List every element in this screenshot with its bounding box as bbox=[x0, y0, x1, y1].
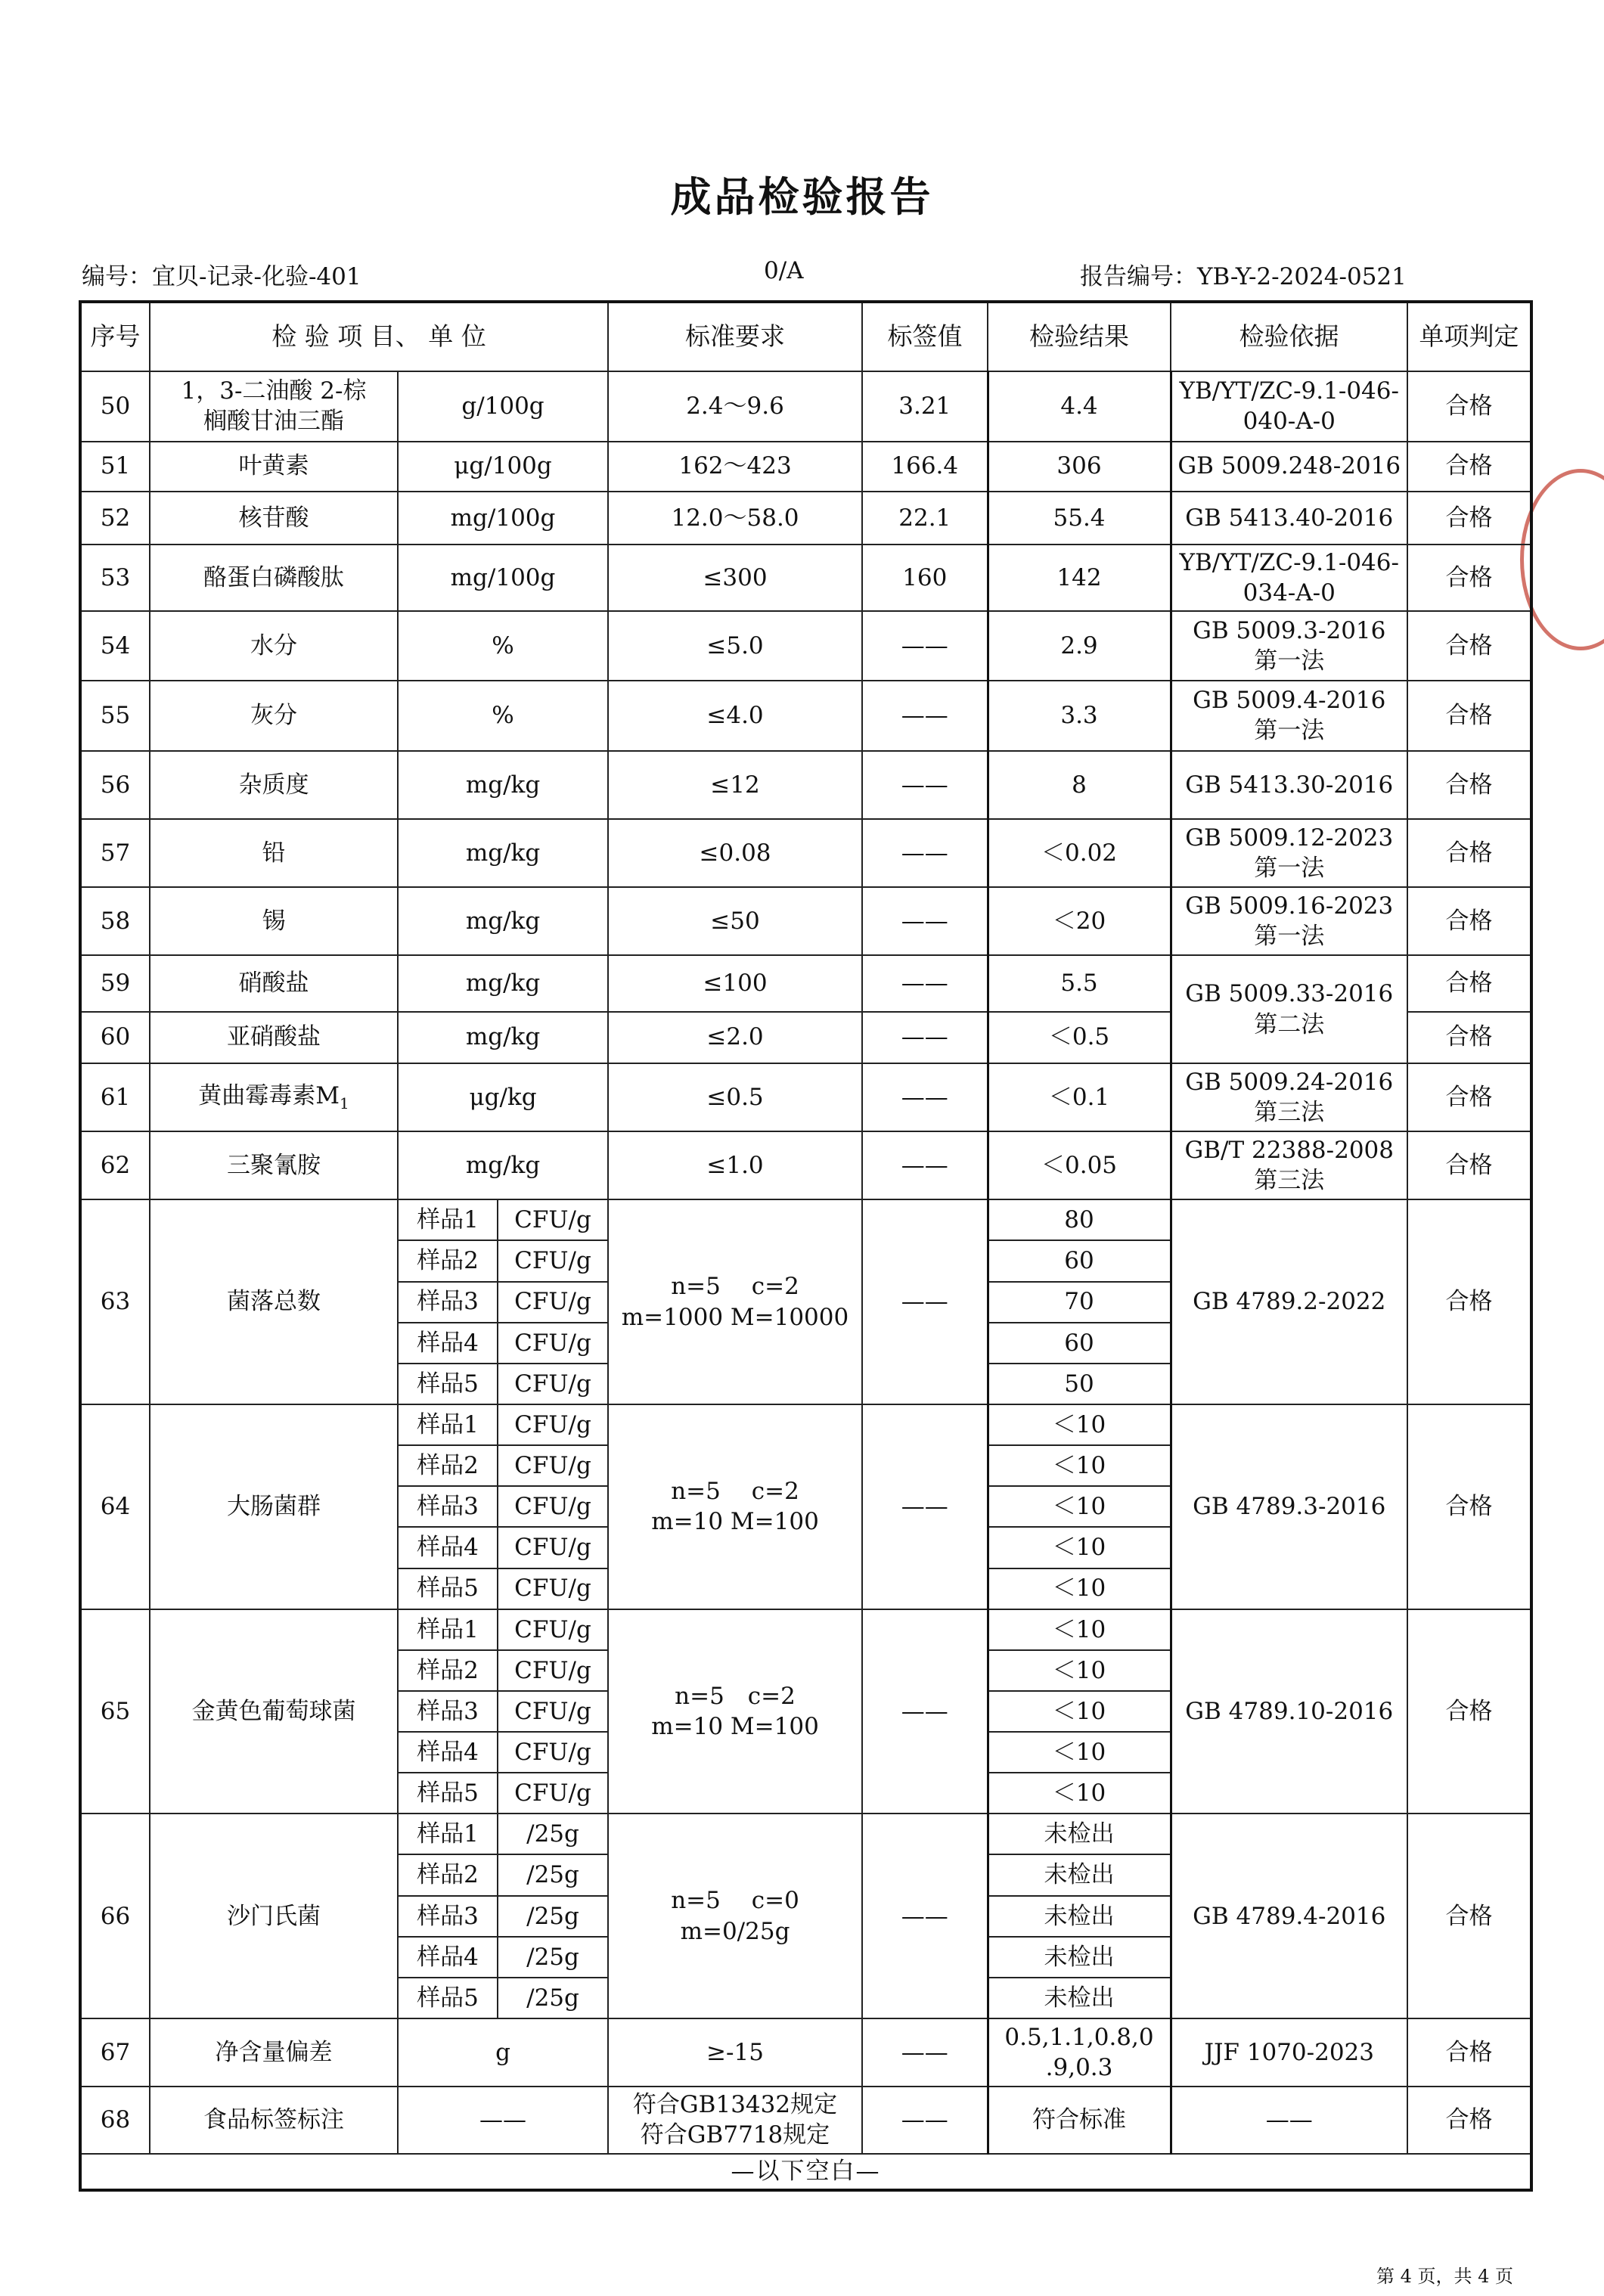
sample-unit: CFU/g bbox=[498, 1486, 608, 1527]
standard-value bbox=[608, 1609, 862, 1814]
item-name: 亚硝酸盐 bbox=[150, 1012, 398, 1063]
test-basis-line: GB/T 22388-2008 bbox=[1184, 1136, 1395, 1164]
report-number-value: YB-Y-2-2024-0521 bbox=[1197, 263, 1407, 290]
verdict: 合格 bbox=[1407, 442, 1531, 492]
result-value: ＜0.5 bbox=[988, 1012, 1171, 1063]
standard-value bbox=[608, 1199, 862, 1404]
label-value: —— bbox=[862, 887, 988, 955]
result-value: ＜0.02 bbox=[988, 819, 1171, 887]
item-name bbox=[150, 545, 398, 611]
label-value: —— bbox=[862, 955, 988, 1011]
row-number: 60 bbox=[80, 1012, 150, 1063]
item-unit: mg/kg bbox=[398, 751, 608, 819]
col-header-standard: 标准要求 bbox=[608, 302, 862, 371]
report-number bbox=[1080, 257, 1407, 291]
table-row bbox=[80, 442, 1531, 492]
sample-name: 样品1 bbox=[398, 1199, 498, 1240]
sample-unit: CFU/g bbox=[498, 1691, 608, 1732]
verdict: 合格 bbox=[1407, 1609, 1531, 1814]
item-name: 大肠菌群 bbox=[150, 1404, 398, 1609]
standard-value: ≤50 bbox=[608, 887, 862, 955]
table-body bbox=[80, 302, 1531, 2190]
result-value: ＜10 bbox=[988, 1609, 1171, 1650]
item-name: 菌落总数 bbox=[150, 1199, 398, 1404]
label-value: —— bbox=[862, 2018, 988, 2087]
test-basis bbox=[1171, 611, 1407, 681]
result-value: ＜10 bbox=[988, 1568, 1171, 1609]
item-unit: mg/100g bbox=[398, 492, 608, 545]
item-unit: mg/kg bbox=[398, 1012, 608, 1063]
standard-value-line: m=0/25g bbox=[680, 1917, 790, 1945]
test-basis-line: GB 5009.248-2016 bbox=[1177, 452, 1401, 480]
test-basis bbox=[1171, 492, 1407, 545]
row-number: 53 bbox=[80, 545, 150, 611]
sample-unit: CFU/g bbox=[498, 1404, 608, 1445]
item-name bbox=[150, 371, 398, 441]
result-value: 60 bbox=[988, 1323, 1171, 1364]
standard-value bbox=[608, 2087, 862, 2153]
result-value: 80 bbox=[988, 1199, 1171, 1240]
row-number: 58 bbox=[80, 887, 150, 955]
result-value: 未检出 bbox=[988, 1814, 1171, 1854]
report-title: 成品检验报告 bbox=[670, 172, 934, 221]
test-basis-line: 第一法 bbox=[1254, 854, 1325, 882]
item-name-line: 灰分 bbox=[250, 702, 297, 730]
result-value: 3.3 bbox=[988, 681, 1171, 750]
result-value: ＜20 bbox=[988, 887, 1171, 955]
verdict: 合格 bbox=[1407, 2087, 1531, 2153]
label-value: 3.21 bbox=[862, 371, 988, 441]
item-unit: mg/kg bbox=[398, 955, 608, 1011]
verdict: 合格 bbox=[1407, 887, 1531, 955]
sample-unit: CFU/g bbox=[498, 1650, 608, 1691]
row-number: 56 bbox=[80, 751, 150, 819]
result-value: 2.9 bbox=[988, 611, 1171, 681]
sample-unit: CFU/g bbox=[498, 1527, 608, 1568]
standard-value-line: 符合GB7718规定 bbox=[640, 2121, 830, 2149]
test-basis-line: 第三法 bbox=[1254, 1167, 1325, 1195]
verdict: 合格 bbox=[1407, 545, 1531, 611]
test-basis-line: GB 5009.12-2023 bbox=[1185, 824, 1394, 852]
item-name bbox=[150, 611, 398, 681]
sample-name: 样品4 bbox=[398, 1323, 498, 1364]
blank-note: —以下空白— bbox=[80, 2154, 1531, 2190]
sample-name: 样品1 bbox=[398, 1814, 498, 1854]
item-name: 食品标签标注 bbox=[150, 2087, 398, 2153]
result-value: ＜10 bbox=[988, 1445, 1171, 1486]
table-row bbox=[80, 1131, 1531, 1199]
result-value: 306 bbox=[988, 442, 1171, 492]
sample-name: 样品4 bbox=[398, 1732, 498, 1773]
item-name: 硝酸盐 bbox=[150, 955, 398, 1011]
test-basis bbox=[1171, 1063, 1407, 1131]
report-number-label: 报告编号： bbox=[1080, 263, 1197, 290]
sample-unit: CFU/g bbox=[498, 1240, 608, 1281]
result-value: 8 bbox=[988, 751, 1171, 819]
test-basis bbox=[1171, 819, 1407, 887]
col-header-result: 检验结果 bbox=[988, 302, 1171, 371]
inspection-table bbox=[79, 300, 1533, 2192]
row-number: 63 bbox=[80, 1199, 150, 1404]
sample-name: 样品1 bbox=[398, 1609, 498, 1650]
item-name bbox=[150, 442, 398, 492]
sample-unit: CFU/g bbox=[498, 1732, 608, 1773]
standard-value: ≤12 bbox=[608, 751, 862, 819]
result-value: 50 bbox=[988, 1364, 1171, 1404]
test-basis-line: GB 5009.3-2016 bbox=[1193, 616, 1386, 644]
sample-row bbox=[80, 1404, 1531, 1445]
result-value: ＜10 bbox=[988, 1404, 1171, 1445]
standard-value-line: n=5 c=2 bbox=[675, 1682, 796, 1710]
result-value: 符合标准 bbox=[988, 2087, 1171, 2153]
item-name-line: 水分 bbox=[250, 632, 297, 660]
test-basis: GB 4789.2-2022 bbox=[1171, 1199, 1407, 1404]
standard-value: ≤1.0 bbox=[608, 1131, 862, 1199]
table-row bbox=[80, 371, 1531, 441]
result-value: 70 bbox=[988, 1282, 1171, 1323]
standard-value: ≤100 bbox=[608, 955, 862, 1011]
table-row bbox=[80, 819, 1531, 887]
table-row bbox=[80, 2018, 1531, 2087]
sample-unit: /25g bbox=[498, 1978, 608, 2018]
version: 0/A bbox=[764, 257, 804, 284]
result-value bbox=[988, 2018, 1171, 2087]
result-value: ＜10 bbox=[988, 1650, 1171, 1691]
row-number: 59 bbox=[80, 955, 150, 1011]
sample-name: 样品3 bbox=[398, 1896, 498, 1937]
standard-value-line: m=1000 M=10000 bbox=[621, 1303, 849, 1331]
table-row bbox=[80, 887, 1531, 955]
footer-row bbox=[80, 2154, 1531, 2190]
result-value: 4.4 bbox=[988, 371, 1171, 441]
test-basis bbox=[1171, 887, 1407, 955]
standard-value: ≤2.0 bbox=[608, 1012, 862, 1063]
verdict: 合格 bbox=[1407, 1131, 1531, 1199]
row-number: 66 bbox=[80, 1814, 150, 2018]
standard-value-line: m=10 M=100 bbox=[651, 1508, 819, 1536]
test-basis-line: 第一法 bbox=[1254, 647, 1325, 675]
col-header-item-unit: 检 验 项 目、 单 位 bbox=[150, 302, 608, 371]
standard-value: 12.0～58.0 bbox=[608, 492, 862, 545]
label-value: —— bbox=[862, 681, 988, 750]
row-number: 65 bbox=[80, 1609, 150, 1814]
result-value-line: 0.5,1.1,0.8,0 bbox=[1004, 2023, 1154, 2051]
result-value: 未检出 bbox=[988, 1854, 1171, 1895]
test-basis-line: 第三法 bbox=[1254, 1098, 1325, 1126]
item-name-line: 杂质度 bbox=[238, 771, 309, 799]
sample-unit: /25g bbox=[498, 1854, 608, 1895]
table-row bbox=[80, 955, 1531, 1011]
item-unit: mg/kg bbox=[398, 887, 608, 955]
test-basis bbox=[1171, 1131, 1407, 1199]
sample-name: 样品2 bbox=[398, 1854, 498, 1895]
item-unit: % bbox=[398, 681, 608, 750]
standard-value bbox=[608, 1814, 862, 2018]
label-value: 22.1 bbox=[862, 492, 988, 545]
col-header-verdict: 单项判定 bbox=[1407, 302, 1531, 371]
sample-unit: CFU/g bbox=[498, 1773, 608, 1814]
result-value: ＜10 bbox=[988, 1732, 1171, 1773]
result-value: 60 bbox=[988, 1240, 1171, 1281]
item-name: 金黄色葡萄球菌 bbox=[150, 1609, 398, 1814]
test-basis-line: 第一法 bbox=[1254, 717, 1325, 745]
item-unit: —— bbox=[398, 2087, 608, 2153]
row-number: 68 bbox=[80, 2087, 150, 2153]
verdict: 合格 bbox=[1407, 819, 1531, 887]
verdict: 合格 bbox=[1407, 1814, 1531, 2018]
standard-value bbox=[608, 1404, 862, 1609]
test-basis: GB 4789.4-2016 bbox=[1171, 1814, 1407, 2018]
header-row bbox=[80, 302, 1531, 371]
item-name-line: 酪蛋白磷酸肽 bbox=[203, 563, 344, 591]
standard-value-line: 符合GB13432规定 bbox=[632, 2091, 838, 2119]
table-row bbox=[80, 1063, 1531, 1131]
item-name-text: 三聚氰胺 bbox=[227, 1151, 321, 1179]
label-value: —— bbox=[862, 751, 988, 819]
item-name bbox=[150, 1131, 398, 1199]
test-basis: GB 4789.3-2016 bbox=[1171, 1404, 1407, 1609]
test-basis-line: 034-A-0 bbox=[1243, 579, 1336, 607]
sample-unit: CFU/g bbox=[498, 1282, 608, 1323]
item-name-line: 锡 bbox=[262, 908, 286, 935]
label-value: —— bbox=[862, 1199, 988, 1404]
col-header-no: 序号 bbox=[80, 302, 150, 371]
item-name bbox=[150, 751, 398, 819]
standard-value-line: n=5 c=2 bbox=[671, 1477, 799, 1505]
result-value: 55.4 bbox=[988, 492, 1171, 545]
verdict: 合格 bbox=[1407, 1404, 1531, 1609]
sample-name: 样品5 bbox=[398, 1978, 498, 2018]
result-value: ＜0.05 bbox=[988, 1131, 1171, 1199]
label-value: —— bbox=[862, 611, 988, 681]
test-basis bbox=[1171, 442, 1407, 492]
verdict: 合格 bbox=[1407, 681, 1531, 750]
standard-value: ≤0.08 bbox=[608, 819, 862, 887]
item-unit: mg/kg bbox=[398, 819, 608, 887]
item-name bbox=[150, 681, 398, 750]
result-value: 未检出 bbox=[988, 1896, 1171, 1937]
sample-name: 样品5 bbox=[398, 1773, 498, 1814]
test-basis: JJF 1070-2023 bbox=[1171, 2018, 1407, 2087]
item-name bbox=[150, 492, 398, 545]
standard-value: ≤5.0 bbox=[608, 611, 862, 681]
test-basis-line: GB 5009.24-2016 bbox=[1185, 1068, 1394, 1096]
standard-value-line: m=10 M=100 bbox=[651, 1712, 819, 1740]
item-name-line: 叶黄素 bbox=[238, 452, 309, 480]
result-value: ＜10 bbox=[988, 1773, 1171, 1814]
sample-unit: CFU/g bbox=[498, 1364, 608, 1404]
label-value: 166.4 bbox=[862, 442, 988, 492]
sample-unit: CFU/g bbox=[498, 1609, 608, 1650]
item-unit: g bbox=[398, 2018, 608, 2087]
table-row bbox=[80, 681, 1531, 750]
label-value: —— bbox=[862, 1063, 988, 1131]
label-value: —— bbox=[862, 819, 988, 887]
result-value: 未检出 bbox=[988, 1937, 1171, 1978]
standard-value: ≤0.5 bbox=[608, 1063, 862, 1131]
sample-name: 样品3 bbox=[398, 1486, 498, 1527]
form-code bbox=[82, 257, 361, 291]
result-value: 未检出 bbox=[988, 1978, 1171, 2018]
label-value: —— bbox=[862, 1609, 988, 1814]
item-name bbox=[150, 887, 398, 955]
item-name-line: 核苷酸 bbox=[238, 504, 309, 532]
item-unit: μg/100g bbox=[398, 442, 608, 492]
row-number: 54 bbox=[80, 611, 150, 681]
item-name: 沙门氏菌 bbox=[150, 1814, 398, 2018]
test-basis bbox=[1171, 681, 1407, 750]
sample-unit: CFU/g bbox=[498, 1568, 608, 1609]
sample-row bbox=[80, 1199, 1531, 1240]
row-number: 51 bbox=[80, 442, 150, 492]
sample-name: 样品2 bbox=[398, 1240, 498, 1281]
result-value: ＜10 bbox=[988, 1486, 1171, 1527]
test-basis-line: GB 5009.4-2016 bbox=[1193, 687, 1386, 715]
label-value: —— bbox=[862, 1012, 988, 1063]
test-basis-line: YB/YT/ZC-9.1-046- bbox=[1179, 377, 1399, 405]
test-basis bbox=[1171, 751, 1407, 819]
sample-name: 样品5 bbox=[398, 1568, 498, 1609]
item-unit: g/100g bbox=[398, 371, 608, 441]
row-number: 67 bbox=[80, 2018, 150, 2087]
verdict: 合格 bbox=[1407, 1012, 1531, 1063]
verdict: 合格 bbox=[1407, 751, 1531, 819]
verdict: 合格 bbox=[1407, 611, 1531, 681]
standard-value: 162～423 bbox=[608, 442, 862, 492]
sample-unit: /25g bbox=[498, 1814, 608, 1854]
sample-name: 样品1 bbox=[398, 1404, 498, 1445]
row-number: 61 bbox=[80, 1063, 150, 1131]
standard-value-line: n=5 c=0 bbox=[671, 1887, 799, 1915]
sample-unit: /25g bbox=[498, 1937, 608, 1978]
test-basis bbox=[1171, 371, 1407, 441]
label-value: —— bbox=[862, 1404, 988, 1609]
row-number: 57 bbox=[80, 819, 150, 887]
test-basis-line: 040-A-0 bbox=[1243, 408, 1336, 436]
label-value: —— bbox=[862, 1814, 988, 2018]
table-row bbox=[80, 2087, 1531, 2153]
label-value: 160 bbox=[862, 545, 988, 611]
sample-unit: CFU/g bbox=[498, 1323, 608, 1364]
item-name-subscript: 1 bbox=[340, 1094, 349, 1113]
item-name bbox=[150, 819, 398, 887]
sample-name: 样品4 bbox=[398, 1937, 498, 1978]
label-value: —— bbox=[862, 1131, 988, 1199]
test-basis bbox=[1171, 955, 1407, 1063]
item-name-line: 榈酸甘油三酯 bbox=[203, 408, 344, 436]
verdict: 合格 bbox=[1407, 371, 1531, 441]
item-name-text: 黄曲霉毒素 bbox=[198, 1082, 316, 1110]
standard-value: ≥-15 bbox=[608, 2018, 862, 2087]
row-number: 64 bbox=[80, 1404, 150, 1609]
sample-unit: CFU/g bbox=[498, 1445, 608, 1486]
item-name: 净含量偏差 bbox=[150, 2018, 398, 2087]
row-number: 50 bbox=[80, 371, 150, 441]
test-basis-line: GB 5413.30-2016 bbox=[1185, 771, 1394, 799]
item-unit: % bbox=[398, 611, 608, 681]
item-unit: mg/100g bbox=[398, 545, 608, 611]
verdict: 合格 bbox=[1407, 955, 1531, 1011]
sample-name: 样品5 bbox=[398, 1364, 498, 1404]
result-value: ＜0.1 bbox=[988, 1063, 1171, 1131]
test-basis-line: GB 5009.33-2016 bbox=[1185, 980, 1394, 1008]
table-row bbox=[80, 751, 1531, 819]
sample-row bbox=[80, 1814, 1531, 1854]
standard-value: 2.4～9.6 bbox=[608, 371, 862, 441]
result-value-line: .9,0.3 bbox=[1045, 2054, 1113, 2082]
row-number: 52 bbox=[80, 492, 150, 545]
sample-row bbox=[80, 1609, 1531, 1650]
table-row bbox=[80, 611, 1531, 681]
page-number: 第 4 页，共 4 页 bbox=[1376, 2266, 1513, 2287]
item-unit: μg/kg bbox=[398, 1063, 608, 1131]
item-name-line: 铅 bbox=[262, 839, 286, 867]
result-value: ＜10 bbox=[988, 1527, 1171, 1568]
item-name-line: 1，3-二油酸 2-棕 bbox=[181, 377, 367, 405]
verdict: 合格 bbox=[1407, 1063, 1531, 1131]
row-number: 62 bbox=[80, 1131, 150, 1199]
sample-name: 样品3 bbox=[398, 1282, 498, 1323]
test-basis bbox=[1171, 545, 1407, 611]
sample-name: 样品2 bbox=[398, 1445, 498, 1486]
item-name bbox=[150, 1063, 398, 1131]
col-header-basis: 检验依据 bbox=[1171, 302, 1407, 371]
sample-name: 样品3 bbox=[398, 1691, 498, 1732]
col-header-label-value: 标签值 bbox=[862, 302, 988, 371]
table-row bbox=[80, 545, 1531, 611]
test-basis-line: GB 5009.16-2023 bbox=[1185, 892, 1394, 920]
form-code-value: 宜贝-记录-化验-401 bbox=[152, 263, 361, 290]
item-name-subscript-letter: M bbox=[315, 1082, 340, 1110]
item-unit: mg/kg bbox=[398, 1131, 608, 1199]
verdict: 合格 bbox=[1407, 492, 1531, 545]
verdict: 合格 bbox=[1407, 1199, 1531, 1404]
sample-name: 样品2 bbox=[398, 1650, 498, 1691]
verdict: 合格 bbox=[1407, 2018, 1531, 2087]
label-value: —— bbox=[862, 2087, 988, 2153]
form-code-label: 编号： bbox=[82, 263, 152, 290]
result-value: 142 bbox=[988, 545, 1171, 611]
test-basis-line: 第二法 bbox=[1254, 1010, 1325, 1038]
table-row bbox=[80, 492, 1531, 545]
standard-value: ≤300 bbox=[608, 545, 862, 611]
test-basis-line: GB 5413.40-2016 bbox=[1185, 504, 1394, 532]
test-basis: —— bbox=[1171, 2087, 1407, 2153]
sample-unit: CFU/g bbox=[498, 1199, 608, 1240]
standard-value: ≤4.0 bbox=[608, 681, 862, 750]
sample-unit: /25g bbox=[498, 1896, 608, 1937]
test-basis-line: 第一法 bbox=[1254, 923, 1325, 951]
result-value: ＜10 bbox=[988, 1691, 1171, 1732]
standard-value-line: n=5 c=2 bbox=[671, 1273, 799, 1301]
sample-name: 样品4 bbox=[398, 1527, 498, 1568]
test-basis-line: YB/YT/ZC-9.1-046- bbox=[1179, 548, 1399, 576]
result-value: 5.5 bbox=[988, 955, 1171, 1011]
test-basis: GB 4789.10-2016 bbox=[1171, 1609, 1407, 1814]
row-number: 55 bbox=[80, 681, 150, 750]
